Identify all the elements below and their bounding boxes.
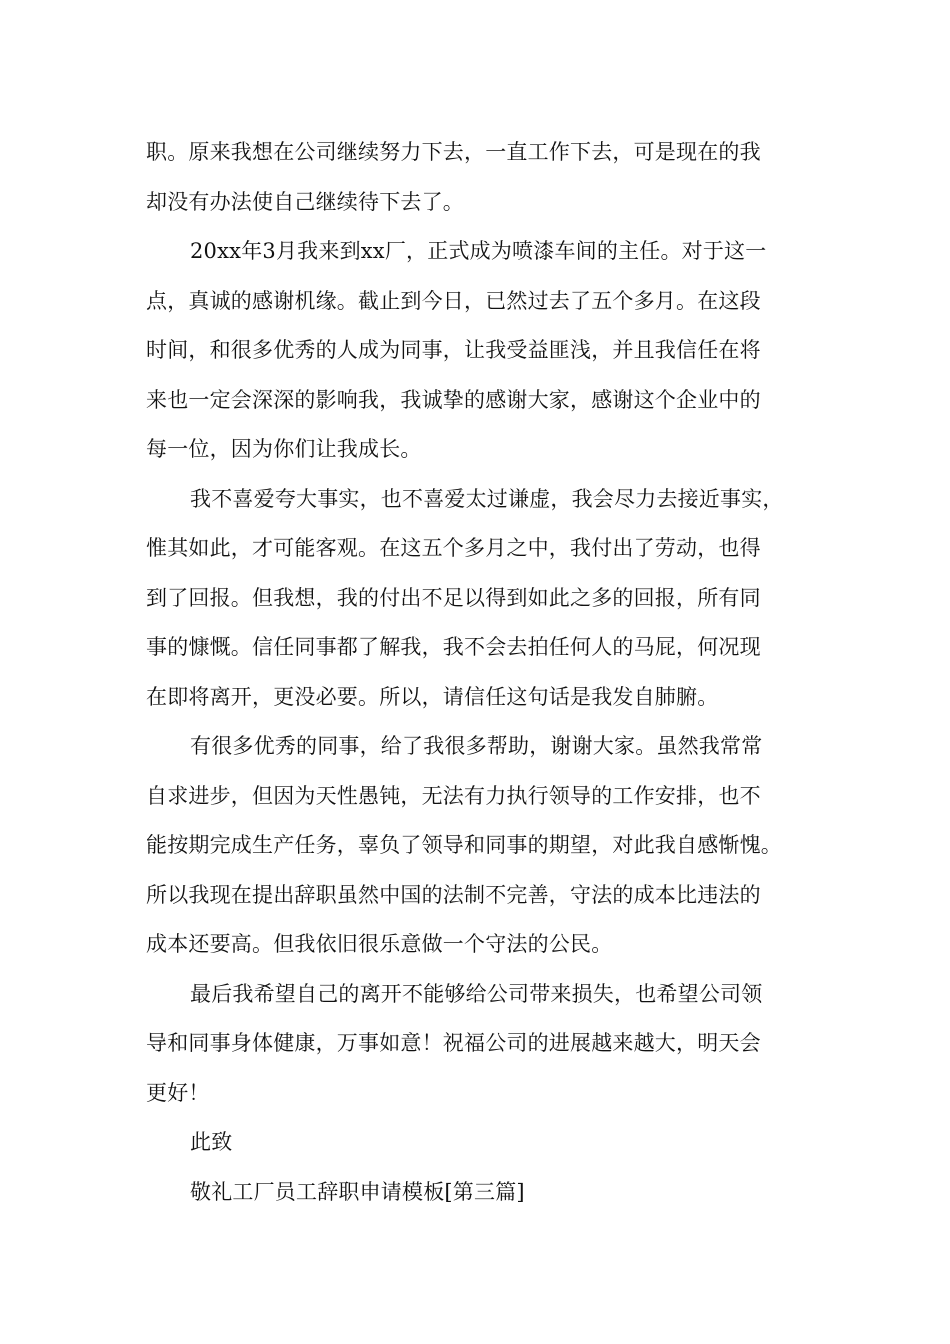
text-line: 到了回报。但我想，我的付出不足以得到如此之多的回报，所有同 — [146, 585, 761, 610]
text-line: 却没有办法使自己继续待下去了。 — [146, 189, 464, 214]
text-line: 所以我现在提出辞职虽然中国的法制不完善，守法的成本比违法的 — [146, 882, 761, 907]
text-line: 事的慷慨。信任同事都了解我，我不会去拍任何人的马屁，何况现 — [146, 635, 761, 659]
text-line: 敬礼工厂员工辞职申请模板[第三篇] — [190, 1179, 525, 1204]
text-line: 有很多优秀的同事，给了我很多帮助，谢谢大家。虽然我常常 — [190, 734, 763, 758]
text-line: 来也一定会深深的影响我，我诚挚的感谢大家，感谢这个企业中的 — [146, 387, 761, 412]
text-line: 成本还要高。但我依旧很乐意做一个守法的公民。 — [146, 932, 613, 956]
text-line: 在即将离开，更没必要。所以，请信任这句话是我发自肺腑。 — [146, 684, 719, 709]
text-line: 时间，和很多优秀的人成为同事，让我受益匪浅，并且我信任在将 — [146, 338, 761, 362]
text-line: 职。原来我想在公司继续努力下去，一直工作下去，可是现在的我 — [146, 140, 761, 164]
text-line: 自求进步，但因为天性愚钝，无法有力执行领导的工作安排，也不 — [146, 783, 761, 808]
text-line: 点，真诚的感谢机缘。截止到今日，已然过去了五个多月。在这段 — [146, 288, 761, 313]
text-line: 导和同事身体健康，万事如意！祝福公司的进展越来越大，明天会 — [146, 1031, 761, 1055]
text-line: 惟其如此，才可能客观。在这五个多月之中，我付出了劳动，也得 — [146, 536, 761, 560]
text-line: 每一位，因为你们让我成长。 — [146, 437, 422, 461]
document-body — [146, 128, 836, 1217]
text-line: 能按期完成生产任务，辜负了领导和同事的期望，对此我自感惭愧。 — [146, 833, 782, 857]
text-line: 20xx年3月我来到xx厂，正式成为喷漆车间的主任。对于这一 — [190, 239, 767, 263]
text-line: 我不喜爱夸大事实，也不喜爱太过谦虚，我会尽力去接近事实， — [190, 486, 784, 511]
text-line: 最后我希望自己的离开不能够给公司带来损失，也希望公司领 — [190, 981, 763, 1006]
text-line: 更好！ — [146, 1080, 210, 1105]
text-line: 此致 — [190, 1130, 233, 1154]
